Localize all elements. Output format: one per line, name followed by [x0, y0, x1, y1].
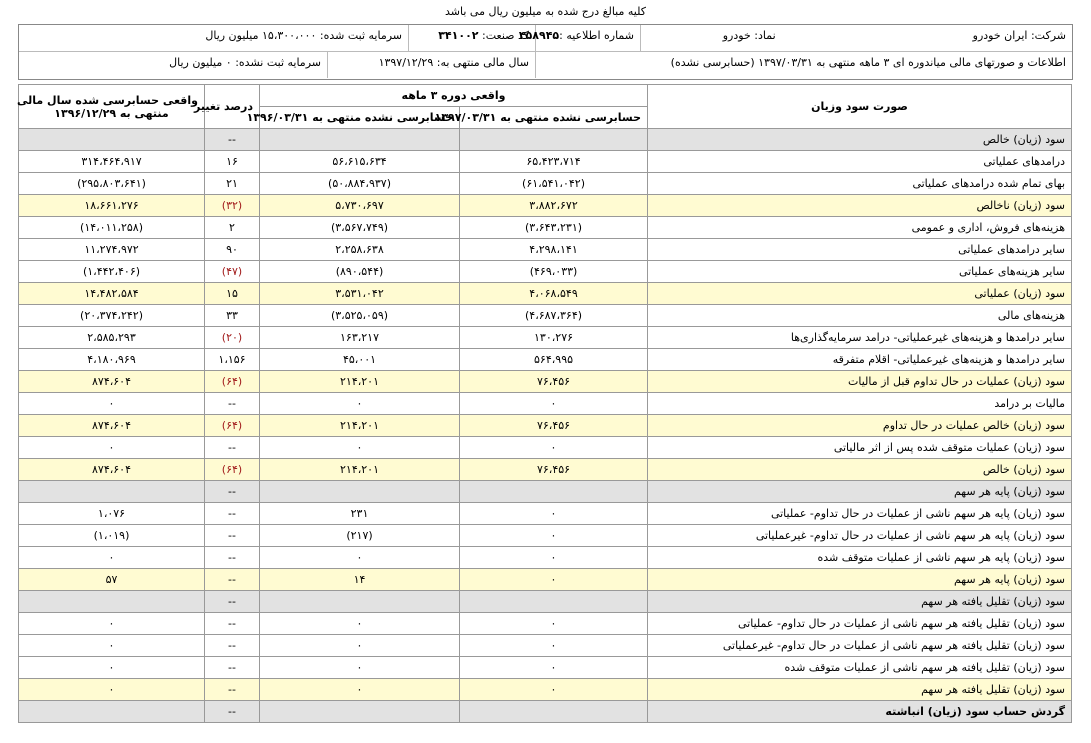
unreg-label: سرمایه ثبت نشده:: [235, 56, 321, 69]
row-label: سود (زیان) خالص: [648, 129, 1072, 151]
change-percent: ۲: [205, 217, 260, 239]
current-value: ۱۳۰،۲۷۶: [460, 327, 648, 349]
prior-value: (۲۱۷): [260, 525, 460, 547]
row-label: سود (زیان) پایه هر سهم ناشی از عملیات در حال تداوم- عملیاتی: [648, 503, 1072, 525]
fiscal-cell: [327, 52, 535, 78]
year-value: ۱۸،۶۶۱،۲۷۶: [19, 195, 205, 217]
symbol-value: خودرو: [722, 29, 751, 42]
table-row: [19, 481, 1072, 503]
prior-value: ۰: [260, 635, 460, 657]
industry-value: ۳۴۱۰۰۲: [438, 29, 479, 42]
header-year: [19, 85, 205, 129]
table-row: [19, 437, 1072, 459]
table-row: [19, 261, 1072, 283]
year-value: [19, 591, 205, 613]
company-cell: [640, 25, 1072, 51]
fiscal-value: ۱۳۹۷/۱۲/۲۹: [378, 56, 434, 69]
symbol-label: نماد:: [754, 29, 776, 42]
current-value: ۵۶۴،۹۹۵: [460, 349, 648, 371]
table-row: [19, 371, 1072, 393]
change-percent: (۳۲): [205, 195, 260, 217]
prior-value: ۵،۷۳۰،۶۹۷: [260, 195, 460, 217]
year-value: ۱۴،۴۸۲،۵۸۴: [19, 283, 205, 305]
table-row: [19, 195, 1072, 217]
table-row: [19, 129, 1072, 151]
table-row: [19, 525, 1072, 547]
unregistered-capital-cell: [19, 52, 327, 78]
change-percent: --: [205, 657, 260, 679]
change-percent: --: [205, 635, 260, 657]
header-period-group: واقعی دوره ۳ ماهه: [260, 85, 648, 107]
row-label: هزینه‌های مالی: [648, 305, 1072, 327]
change-percent: ۱،۱۵۶: [205, 349, 260, 371]
current-value: ۰: [460, 613, 648, 635]
current-value: ۰: [460, 679, 648, 701]
notice-label: شماره اطلاعیه :: [559, 29, 634, 42]
fiscal-label: سال مالی منتهی به:: [436, 56, 529, 69]
table-row: [19, 679, 1072, 701]
company-label: شرکت:: [1030, 29, 1066, 42]
capital-cell: [19, 25, 408, 51]
current-value: ۴،۲۹۸،۱۴۱: [460, 239, 648, 261]
capital-label: سرمایه ثبت شده:: [319, 29, 402, 42]
change-percent: --: [205, 679, 260, 701]
current-value: ۷۶،۴۵۶: [460, 459, 648, 481]
year-value: [19, 481, 205, 503]
current-value: ۰: [460, 393, 648, 415]
table-row: [19, 217, 1072, 239]
year-value: (۲۰،۳۷۴،۲۴۲): [19, 305, 205, 327]
current-value: ۷۶،۴۵۶: [460, 415, 648, 437]
current-value: [460, 591, 648, 613]
change-percent: --: [205, 591, 260, 613]
prior-value: ۱۶۳،۲۱۷: [260, 327, 460, 349]
year-value: ۵۷: [19, 569, 205, 591]
change-percent: --: [205, 701, 260, 723]
current-value: ۷۶،۴۵۶: [460, 371, 648, 393]
current-value: ۰: [460, 569, 648, 591]
change-percent: ۲۱: [205, 173, 260, 195]
year-value: ۰: [19, 547, 205, 569]
table-row: [19, 657, 1072, 679]
year-value: ۰: [19, 657, 205, 679]
change-percent: ۹۰: [205, 239, 260, 261]
current-value: [460, 129, 648, 151]
change-percent: --: [205, 437, 260, 459]
row-label: سود (زیان) تقلیل یافته هر سهم ناشی از عملیات متوقف شده: [648, 657, 1072, 679]
year-value: ۰: [19, 437, 205, 459]
change-percent: --: [205, 569, 260, 591]
change-percent: --: [205, 547, 260, 569]
year-value: ۱،۰۷۶: [19, 503, 205, 525]
header-title: صورت سود وزیان: [648, 85, 1072, 129]
current-value: ۰: [460, 503, 648, 525]
notice-value: ۴۵۸۹۴۵: [518, 29, 560, 42]
current-value: (۴۶۹،۰۳۳): [460, 261, 648, 283]
row-label: سود (زیان) تقلیل یافته هر سهم ناشی از عملیات در حال تداوم- عملیاتی: [648, 613, 1072, 635]
year-value: ۰: [19, 635, 205, 657]
prior-value: ۰: [260, 679, 460, 701]
current-value: ۰: [460, 635, 648, 657]
prior-value: ۰: [260, 547, 460, 569]
table-row: [19, 305, 1072, 327]
header-change: درصد تغییر: [205, 85, 260, 129]
table-row: [19, 151, 1072, 173]
notice-cell: [518, 25, 640, 51]
row-label: سود (زیان) خالص: [648, 459, 1072, 481]
table-row: [19, 349, 1072, 371]
row-label: سود (زیان) عملیات متوقف شده پس از اثر مالیاتی: [648, 437, 1072, 459]
table-row: [19, 547, 1072, 569]
current-value: [460, 481, 648, 503]
year-value: ۱۱،۲۷۴،۹۷۲: [19, 239, 205, 261]
prior-value: ۳،۵۳۱،۰۴۲: [260, 283, 460, 305]
row-label: هزینه‌های فروش، اداری و عمومی: [648, 217, 1072, 239]
prior-value: (۵۰،۸۸۴،۹۳۷): [260, 173, 460, 195]
year-value: ۸۷۴،۶۰۴: [19, 459, 205, 481]
current-value: ۰: [460, 525, 648, 547]
industry-label: کد صنعت:: [482, 29, 529, 42]
prior-value: ۰: [260, 393, 460, 415]
table-row: [19, 173, 1072, 195]
table-row: [19, 415, 1072, 437]
row-label: بهای تمام شده درامدهای عملیاتی: [648, 173, 1072, 195]
change-percent: (۴۷): [205, 261, 260, 283]
table-row: [19, 283, 1072, 305]
prior-value: ۱۴: [260, 569, 460, 591]
prior-value: (۳،۵۲۵،۰۵۹): [260, 305, 460, 327]
header-prior: حسابرسی نشده منتهی به ۱۳۹۶/۰۳/۳۱: [260, 107, 460, 129]
prior-value: (۳،۵۶۷،۷۴۹): [260, 217, 460, 239]
row-label: سود (زیان) عملیاتی: [648, 283, 1072, 305]
header-current: حسابرسی نشده منتهی به ۱۳۹۷/۰۳/۳۱: [460, 107, 648, 129]
current-value: ۳،۸۸۲،۶۷۲: [460, 195, 648, 217]
year-value: ۰: [19, 393, 205, 415]
row-label: سود (زیان) پایه هر سهم ناشی از عملیات متوقف شده: [648, 547, 1072, 569]
prior-value: ۵۶،۶۱۵،۶۳۴: [260, 151, 460, 173]
change-percent: ۱۶: [205, 151, 260, 173]
current-value: [460, 701, 648, 723]
row-label: سود (زیان) پایه هر سهم: [648, 569, 1072, 591]
header-year-line1: واقعی حسابرسی شده سال مالی: [17, 93, 198, 107]
row-label: سایر درامدها و هزینه‌های غیرعملیاتی- درامد سرمایه‌گذاری‌ها: [648, 327, 1072, 349]
year-value: (۲۹۵،۸۰۳،۶۴۱): [19, 173, 205, 195]
year-value: [19, 701, 205, 723]
prior-value: [260, 129, 460, 151]
prior-value: ۴۵،۰۰۱: [260, 349, 460, 371]
prior-value: [260, 481, 460, 503]
row-label: سود (زیان) پایه هر سهم: [648, 481, 1072, 503]
year-value: (۱،۰۱۹): [19, 525, 205, 547]
row-label: سود (زیان) تقلیل یافته هر سهم ناشی از عملیات در حال تداوم- غیرعملیاتی: [648, 635, 1072, 657]
change-percent: --: [205, 613, 260, 635]
row-label: سایر درامدهای عملیاتی: [648, 239, 1072, 261]
prior-value: ۲۳۱: [260, 503, 460, 525]
change-percent: ۳۳: [205, 305, 260, 327]
table-row: [19, 503, 1072, 525]
table-row: [19, 613, 1072, 635]
change-percent: --: [205, 393, 260, 415]
year-value: [19, 129, 205, 151]
change-percent: (۶۴): [205, 459, 260, 481]
change-percent: (۶۴): [205, 415, 260, 437]
prior-value: (۸۹۰،۵۴۴): [260, 261, 460, 283]
current-value: (۴،۶۸۷،۳۶۴): [460, 305, 648, 327]
row-label: سایر هزینه‌های عملیاتی: [648, 261, 1072, 283]
table-row: [19, 239, 1072, 261]
current-value: ۰: [460, 437, 648, 459]
row-label: سایر درامدها و هزینه‌های غیرعملیاتی- اقلام متفرقه: [648, 349, 1072, 371]
year-value: (۱۴،۰۱۱،۲۵۸): [19, 217, 205, 239]
year-value: (۱،۴۴۲،۴۰۶): [19, 261, 205, 283]
header-year-line2: منتهی به ۱۳۹۶/۱۲/۲۹: [54, 106, 169, 120]
row-label: سود (زیان) ناخالص: [648, 195, 1072, 217]
prior-value: [260, 591, 460, 613]
table-row: [19, 327, 1072, 349]
current-value: ۰: [460, 657, 648, 679]
row-label: درامدهای عملیاتی: [648, 151, 1072, 173]
company-name: ایران خودرو: [972, 29, 1028, 42]
year-value: ۲،۵۸۵،۲۹۳: [19, 327, 205, 349]
row-label: مالیات بر درامد: [648, 393, 1072, 415]
current-value: (۳،۶۴۳،۲۳۱): [460, 217, 648, 239]
year-value: ۰: [19, 613, 205, 635]
change-percent: --: [205, 525, 260, 547]
current-value: ۰: [460, 547, 648, 569]
row-label: سود (زیان) تقلیل یافته هر سهم: [648, 679, 1072, 701]
row-label: سود (زیان) پایه هر سهم ناشی از عملیات در حال تداوم- غیرعملیاتی: [648, 525, 1072, 547]
current-value: ۶۵،۴۲۳،۷۱۴: [460, 151, 648, 173]
year-value: ۳۱۴،۴۶۴،۹۱۷: [19, 151, 205, 173]
row-label: سود (زیان) عملیات در حال تداوم قبل از مالیات: [648, 371, 1072, 393]
table-row: [19, 591, 1072, 613]
year-value: ۸۷۴،۶۰۴: [19, 415, 205, 437]
row-label: گردش حساب سود (زیان) انباشته: [648, 701, 1072, 723]
prior-value: ۲۱۴،۲۰۱: [260, 371, 460, 393]
change-percent: (۲۰): [205, 327, 260, 349]
change-percent: --: [205, 481, 260, 503]
change-percent: --: [205, 129, 260, 151]
income-statement-table: [18, 84, 1072, 723]
prior-value: ۲۱۴،۲۰۱: [260, 459, 460, 481]
prior-value: ۰: [260, 437, 460, 459]
year-value: ۸۷۴،۶۰۴: [19, 371, 205, 393]
table-row: [19, 393, 1072, 415]
report-title: اطلاعات و صورتهای مالی میاندوره ای ۳ ماهه منتهی به ۱۳۹۷/۰۳/۳۱ (حسابرسی نشده): [535, 52, 1072, 78]
industry-cell: [408, 25, 535, 51]
table-row: [19, 459, 1072, 481]
prior-value: ۲،۲۵۸،۶۳۸: [260, 239, 460, 261]
change-percent: (۶۴): [205, 371, 260, 393]
current-value: (۶۱،۵۴۱،۰۴۲): [460, 173, 648, 195]
amounts-note: کلیه مبالغ درج شده به میلیون ریال می باشد: [445, 5, 646, 18]
prior-value: ۲۱۴،۲۰۱: [260, 415, 460, 437]
current-value: ۴،۰۶۸،۵۴۹: [460, 283, 648, 305]
table-row: [19, 635, 1072, 657]
table-row: [19, 701, 1072, 723]
report-header: [18, 24, 1073, 80]
prior-value: ۰: [260, 657, 460, 679]
row-label: سود (زیان) خالص عملیات در حال تداوم: [648, 415, 1072, 437]
capital-value: ۱۵،۳۰۰،۰۰۰ میلیون ریال: [205, 29, 317, 42]
change-percent: --: [205, 503, 260, 525]
unreg-value: ۰ میلیون ریال: [169, 56, 232, 69]
prior-value: ۰: [260, 613, 460, 635]
change-percent: ۱۵: [205, 283, 260, 305]
year-value: ۰: [19, 679, 205, 701]
year-value: ۴،۱۸۰،۹۶۹: [19, 349, 205, 371]
table-row: [19, 569, 1072, 591]
row-label: سود (زیان) تقلیل یافته هر سهم: [648, 591, 1072, 613]
prior-value: [260, 701, 460, 723]
